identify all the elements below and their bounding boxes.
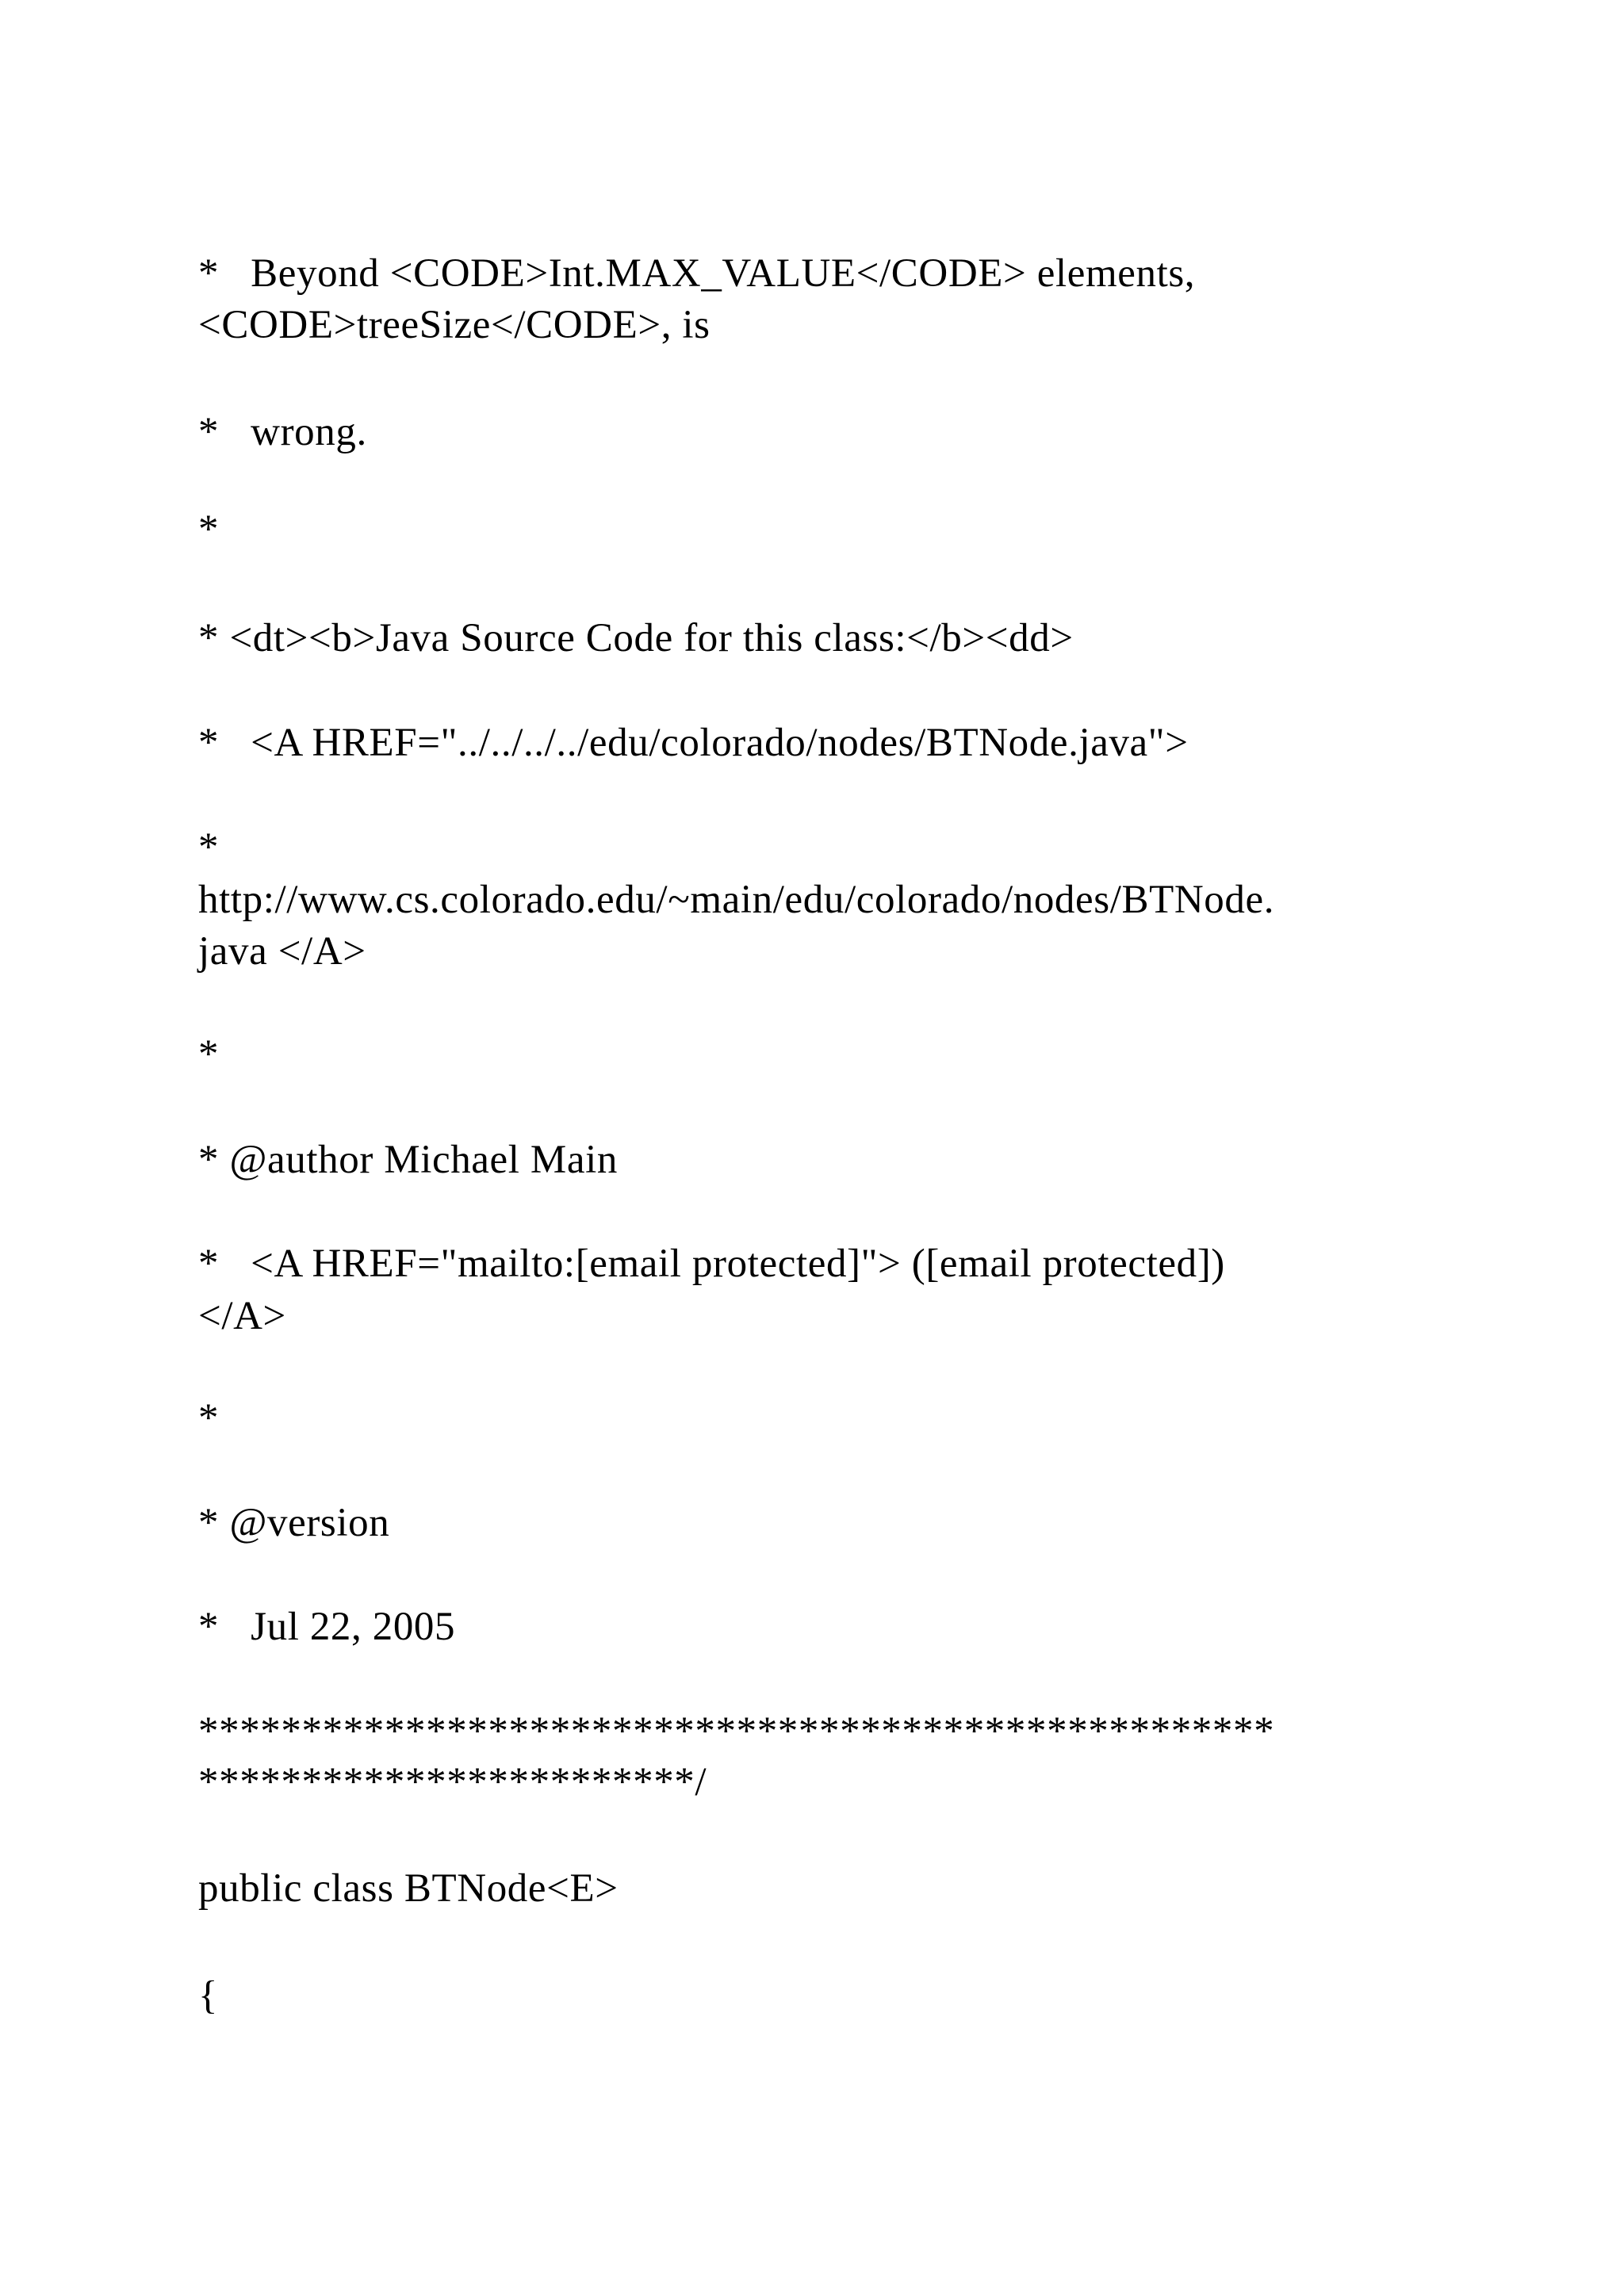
comment-line-source-code: * <dt><b>Java Source Code for this class:</b><dd> xyxy=(198,616,1074,660)
comment-line-blank: * xyxy=(198,1032,220,1077)
comment-line-stars: **************************************************** xyxy=(198,1709,1275,1754)
comment-line-blank: * xyxy=(198,825,220,870)
comment-line-url: http://www.cs.colorado.edu/~main/edu/colorado/nodes/BTNode. xyxy=(198,878,1275,922)
comment-line-version: * @version xyxy=(198,1501,390,1545)
comment-line-beyond: * Beyond <CODE>Int.MAX_VALUE</CODE> elements, xyxy=(198,251,1196,296)
comment-line-date: * Jul 22, 2005 xyxy=(198,1605,456,1649)
comment-line-author: * @author Michael Main xyxy=(198,1138,618,1182)
comment-line-mailto-end: </A> xyxy=(198,1294,286,1338)
comment-line-mailto: * <A HREF="mailto:[email protected]"> ([email protected]) xyxy=(198,1242,1225,1286)
class-declaration: public class BTNode<E> xyxy=(198,1866,619,1911)
comment-line-blank: * xyxy=(198,507,220,552)
open-brace: { xyxy=(198,1973,219,2018)
comment-line-url-end: java </A> xyxy=(198,929,366,974)
comment-line-wrong: * wrong. xyxy=(198,410,367,454)
comment-line-stars-end: ************************/ xyxy=(198,1760,707,1804)
comment-line-blank: * xyxy=(198,1396,220,1441)
comment-line-treesize: <CODE>treeSize</CODE>, is xyxy=(198,303,710,347)
comment-line-href: * <A HREF="../../../../edu/colorado/nodes/BTNode.java"> xyxy=(198,721,1189,765)
